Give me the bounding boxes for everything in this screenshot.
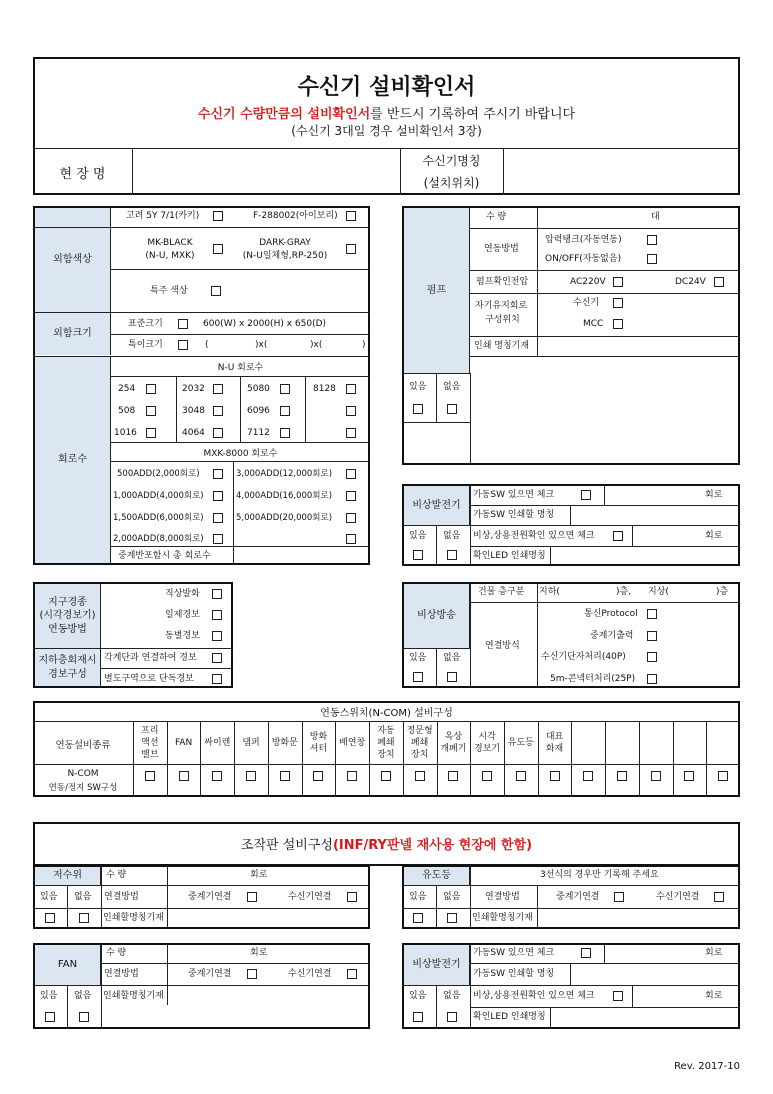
zone-label-2: (시각경보기) bbox=[39, 610, 96, 622]
ncom-item-label: 정문형 폐쇄 장치 bbox=[406, 726, 433, 760]
mxk-3000: 3,000ADD(12,000회로) bbox=[236, 469, 333, 479]
nu-8128: 8128 bbox=[313, 384, 336, 394]
revision: Rev. 2017-10 bbox=[674, 1061, 740, 1072]
emg-yes-label: 있음 bbox=[409, 531, 427, 541]
ncom-item-label: 싸이렌 bbox=[204, 738, 231, 748]
special-color-label: 특주 색상 bbox=[150, 286, 188, 296]
nu-5080-checkbox[interactable] bbox=[280, 384, 290, 394]
mxk-4000: 4,000ADD(16,000회로) bbox=[236, 491, 333, 501]
bc-m2: 중계기출력 bbox=[590, 631, 634, 641]
fan-recv: 수신기연결 bbox=[288, 969, 332, 979]
bc-no-checkbox[interactable] bbox=[447, 672, 457, 682]
pump-dc24-checkbox[interactable] bbox=[714, 277, 724, 287]
sp-paren-2: )x( bbox=[255, 340, 268, 350]
nu-2032-checkbox[interactable] bbox=[213, 384, 223, 394]
ncom-item-label: 프리 액션 밸브 bbox=[141, 726, 159, 760]
pump-link-onoff-checkbox[interactable] bbox=[647, 254, 657, 264]
pe-yes-checkbox[interactable] bbox=[413, 1012, 423, 1022]
exterior-color-label: 외함색상 bbox=[35, 208, 111, 312]
bc-m3: 수신기단자처리(40P) bbox=[541, 652, 626, 662]
notice-red: 수신기 수량만큼의 설비확인서 bbox=[197, 107, 371, 122]
ncom-title: 연동스위치(N-COM) 설비구성 bbox=[320, 708, 453, 719]
receiver-name-label: 수신기명칭 bbox=[422, 154, 481, 168]
nu-1016: 1016 bbox=[114, 428, 137, 438]
std-size-dim: 600(W) x 2000(H) x 650(D) bbox=[203, 319, 327, 329]
pump-ac220-checkbox[interactable] bbox=[613, 277, 623, 287]
pump-self-label: 자기유지회로 bbox=[475, 301, 528, 311]
nu-254-checkbox[interactable] bbox=[146, 384, 156, 394]
special-size-label: 특이크기 bbox=[128, 340, 163, 350]
mxk-blank-checkbox[interactable] bbox=[346, 534, 356, 544]
bc-m4: 5m-콘넥터처리(25P) bbox=[550, 674, 636, 684]
mxk-2000-checkbox[interactable] bbox=[213, 534, 223, 544]
fan-yes-checkbox[interactable] bbox=[45, 1012, 55, 1022]
color-ivory-label: F-288002(아이보리) bbox=[253, 211, 338, 221]
pump-voltage-label: 펌프확인전압 bbox=[476, 277, 529, 287]
pump-self-mcc: MCC bbox=[583, 319, 604, 329]
nu-title: N-U 회로수 bbox=[217, 363, 264, 373]
bc-under2: )층, bbox=[616, 587, 632, 597]
ncom-item-checkbox[interactable] bbox=[313, 771, 323, 781]
bc-yes-label: 있음 bbox=[409, 653, 427, 663]
zone-opt3-checkbox[interactable] bbox=[212, 631, 222, 641]
zone-r1-checkbox[interactable] bbox=[212, 653, 222, 663]
pe-unit-1: 회로 bbox=[705, 948, 723, 958]
ncom-item-label: 배연창 bbox=[339, 738, 366, 748]
guide-relay-checkbox[interactable] bbox=[614, 892, 624, 902]
emg-sw-checkbox[interactable] bbox=[581, 490, 591, 500]
pump-print-label: 인쇄 명칭기재 bbox=[474, 341, 530, 351]
pe-no-checkbox[interactable] bbox=[447, 1012, 457, 1022]
panel-title-a: 조작판 설비구성 bbox=[240, 838, 333, 853]
mxk-5000: 5,000ADD(20,000회로) bbox=[236, 513, 333, 523]
pump-link-auto-checkbox[interactable] bbox=[647, 235, 657, 245]
bc-m3-checkbox[interactable] bbox=[647, 652, 657, 662]
nu-4064-checkbox[interactable] bbox=[213, 428, 223, 438]
ncom-item-label: 시각 경보기 bbox=[474, 732, 501, 754]
fan-qty: 수 량 bbox=[106, 948, 127, 958]
pe-led: 확인LED 인쇄명칭 bbox=[473, 1012, 546, 1022]
fan-yes: 있음 bbox=[40, 991, 58, 1001]
zone-label-1: 지구경종 bbox=[48, 596, 87, 608]
guide-note: 3선식의 경우만 기록해 주세요 bbox=[540, 870, 659, 880]
emg-no-checkbox[interactable] bbox=[447, 550, 457, 560]
water-method: 연결방법 bbox=[104, 892, 139, 902]
bc-no-label: 없음 bbox=[443, 653, 461, 663]
pump-qty-unit: 대 bbox=[651, 212, 660, 222]
nu-254: 254 bbox=[118, 384, 136, 394]
guide-recv: 수신기연결 bbox=[656, 892, 700, 902]
nu-508: 508 bbox=[118, 406, 136, 416]
ncom-item-label: 대표 화재 bbox=[545, 732, 564, 754]
bc-m1-checkbox[interactable] bbox=[647, 609, 657, 619]
zone-opt2: 일제경보 bbox=[165, 610, 200, 620]
ncom-item-checkbox[interactable] bbox=[280, 771, 290, 781]
ncom-item-checkbox[interactable] bbox=[684, 771, 694, 781]
pump-yes-label: 있음 bbox=[409, 382, 427, 392]
emg-power-label: 비상발전기 bbox=[404, 486, 470, 525]
color-khaki-label: 고려 5Y 7/1(카키) bbox=[126, 211, 200, 221]
nu-508-checkbox[interactable] bbox=[146, 406, 156, 416]
pump-self-mcc-checkbox[interactable] bbox=[613, 319, 623, 329]
pump-qty-label: 수 량 bbox=[486, 212, 507, 222]
mxk-4000-checkbox[interactable] bbox=[346, 491, 356, 501]
circuit-label: 회로수 bbox=[35, 356, 111, 563]
guide-no-checkbox[interactable] bbox=[447, 913, 457, 923]
pump-print-input[interactable] bbox=[538, 338, 738, 355]
color-gray-checkbox[interactable] bbox=[346, 244, 356, 254]
nu-6096-checkbox[interactable] bbox=[280, 406, 290, 416]
bc-floor-label: 건물 층구분 bbox=[478, 587, 525, 597]
ncom-item-label: 자동 폐쇄 장치 bbox=[377, 726, 395, 760]
color-gray-sub: (N-U일체형,RP-250) bbox=[242, 251, 328, 261]
bc-yes-checkbox[interactable] bbox=[413, 672, 423, 682]
zone-rl-1: 지하층회재시 bbox=[38, 655, 97, 666]
color-black-sub: (N-U, MXK) bbox=[145, 251, 195, 261]
ncom-item-checkbox[interactable] bbox=[347, 771, 357, 781]
panel-emg-label: 비상발전기 bbox=[404, 945, 470, 985]
zone-label bbox=[35, 584, 101, 648]
color-black-checkbox[interactable] bbox=[213, 244, 223, 254]
ncom-row2-b: 연동/정지 SW구성 bbox=[48, 783, 118, 793]
page-title: 수신기 설비확인서 bbox=[297, 75, 476, 100]
ncom-item-label: 유도등 bbox=[507, 738, 534, 748]
zone-r1: 각계단과 연결하여 경보 bbox=[104, 653, 197, 663]
mxk-1000: 1,000ADD(4,000회로) bbox=[113, 491, 204, 501]
std-size-label: 표준크기 bbox=[128, 319, 163, 329]
pe-power-checkbox[interactable] bbox=[613, 991, 623, 1001]
special-size-checkbox[interactable] bbox=[178, 340, 188, 350]
mxk-3000-checkbox[interactable] bbox=[346, 469, 356, 479]
pump-link-label: 연동방법 bbox=[484, 244, 519, 254]
pump-link-auto: 압력탱크(자동연동) bbox=[545, 235, 622, 245]
nu-blank2-checkbox[interactable] bbox=[346, 428, 356, 438]
pump-yes-checkbox[interactable] bbox=[413, 404, 423, 414]
pump-link-onoff: ON/OFF(자동없음) bbox=[545, 254, 622, 264]
guide-yes-checkbox[interactable] bbox=[413, 913, 423, 923]
guide-relay: 중계기연결 bbox=[556, 892, 600, 902]
fan-no-checkbox[interactable] bbox=[79, 1012, 89, 1022]
ncom-item-checkbox[interactable] bbox=[516, 771, 526, 781]
bc-under: 지하( bbox=[539, 587, 560, 597]
emg-no-label: 없음 bbox=[443, 531, 461, 541]
ncom-item-label: 옥상 개폐기 bbox=[440, 732, 467, 754]
fan-recv-checkbox[interactable] bbox=[347, 969, 357, 979]
emg-unit-2: 회로 bbox=[705, 531, 723, 541]
ncom-row-label: 연동설비종류 bbox=[55, 740, 111, 751]
fan-label: FAN bbox=[35, 945, 101, 985]
mxk-1500-checkbox[interactable] bbox=[213, 513, 223, 523]
zone-opt1-checkbox[interactable] bbox=[212, 589, 222, 599]
emg-led-label: 확인LED 인쇄명칭 bbox=[473, 551, 546, 561]
guide-yes: 있음 bbox=[409, 892, 427, 902]
nu-2032: 2032 bbox=[182, 384, 205, 394]
nu-1016-checkbox[interactable] bbox=[146, 428, 156, 438]
water-yes: 있음 bbox=[40, 892, 58, 902]
special-color-checkbox[interactable] bbox=[211, 286, 221, 296]
water-yes-checkbox[interactable] bbox=[45, 913, 55, 923]
panel-title bbox=[33, 834, 740, 853]
emg-power-check-checkbox[interactable] bbox=[613, 531, 623, 541]
pump-no-label: 없음 bbox=[443, 382, 461, 392]
nu-7112: 7112 bbox=[247, 428, 270, 438]
bc-m1: 통신Protocol bbox=[584, 609, 638, 619]
pump-self-recv-checkbox[interactable] bbox=[613, 298, 623, 308]
mxk-title: MXK-8000 회로수 bbox=[203, 449, 278, 459]
mxk-1000-checkbox[interactable] bbox=[213, 491, 223, 501]
pump-no-checkbox[interactable] bbox=[447, 404, 457, 414]
pump-ac220: AC220V bbox=[570, 277, 606, 287]
sp-paren-4: ) bbox=[362, 340, 366, 350]
pe-sw-checkbox[interactable] bbox=[581, 948, 591, 958]
broadcast-label: 비상방송 bbox=[404, 584, 470, 648]
pe-no: 없음 bbox=[443, 991, 461, 1001]
mxk-1500: 1,500ADD(6,000회로) bbox=[113, 513, 204, 523]
water-unit: 회로 bbox=[250, 870, 268, 880]
ncom-item-checkbox[interactable] bbox=[617, 771, 627, 781]
pe-yes: 있음 bbox=[409, 991, 427, 1001]
std-size-checkbox[interactable] bbox=[178, 319, 188, 329]
pump-dc24: DC24V bbox=[675, 277, 706, 287]
pump-self-recv: 수신기 bbox=[573, 298, 600, 308]
bc-method-label: 연결방식 bbox=[485, 641, 520, 651]
nu-6096: 6096 bbox=[247, 406, 270, 416]
pump-label: 펌프 bbox=[404, 208, 470, 373]
zone-opt2-checkbox[interactable] bbox=[212, 610, 222, 620]
sp-paren-1: ( bbox=[205, 340, 209, 350]
ncom-item-checkbox[interactable] bbox=[550, 771, 560, 781]
guide-method: 연결방법 bbox=[485, 892, 520, 902]
fan-method: 연결방법 bbox=[104, 969, 139, 979]
notice-line bbox=[33, 103, 740, 122]
ncom-item-checkbox[interactable] bbox=[381, 771, 391, 781]
exterior-size-label: 외함크기 bbox=[35, 313, 111, 355]
water-no: 없음 bbox=[74, 892, 92, 902]
zone-opt3: 동별경보 bbox=[165, 631, 200, 641]
mxk-5000-checkbox[interactable] bbox=[346, 513, 356, 523]
zone-r2-checkbox[interactable] bbox=[212, 674, 222, 684]
bc-above: 지상( bbox=[648, 587, 669, 597]
site-name-label: 현 장 명 bbox=[59, 167, 106, 182]
mxk-2000: 2,000ADD(8,000회로) bbox=[113, 534, 204, 544]
nu-3048: 3048 bbox=[182, 406, 205, 416]
nu-7112-checkbox[interactable] bbox=[280, 428, 290, 438]
bc-above2: )층 bbox=[716, 587, 729, 597]
ncom-item-checkbox[interactable] bbox=[651, 771, 661, 781]
notice-rest: 를 반드시 기록하여 주시기 바랍니다 bbox=[370, 107, 576, 122]
ncom-item-label: 방화 셔터 bbox=[309, 732, 328, 754]
pe-sw: 가동SW 있으면 체크 bbox=[473, 948, 555, 958]
pe-sw-name: 가동SW 인쇄할 명칭 bbox=[473, 969, 555, 979]
relay-total-label: 중계반포함시 총 회로수 bbox=[118, 551, 211, 561]
notice-sub: (수신기 3대일 경우 설비확인서 3장) bbox=[291, 124, 482, 138]
pe-unit-2: 회로 bbox=[705, 991, 723, 1001]
color-khaki-checkbox[interactable] bbox=[213, 211, 223, 221]
mxk-500: 500ADD(2,000회로) bbox=[117, 469, 200, 479]
panel-title-b: (INF/RY판넬 재사용 현장에 한함) bbox=[332, 838, 533, 853]
guide-no: 없음 bbox=[443, 892, 461, 902]
zone-basement-label bbox=[35, 649, 101, 686]
color-ivory-checkbox[interactable] bbox=[346, 211, 356, 221]
mxk-500-checkbox[interactable] bbox=[213, 469, 223, 479]
nu-5080: 5080 bbox=[247, 384, 270, 394]
ncom-item-label: 댐퍼 bbox=[242, 738, 260, 748]
ncom-item-checkbox[interactable] bbox=[583, 771, 593, 781]
fan-relay-checkbox[interactable] bbox=[247, 969, 257, 979]
ncom-row2-a: N-COM bbox=[67, 769, 99, 779]
ncom-item-checkbox[interactable] bbox=[212, 771, 222, 781]
emg-sw-label: 가동SW 있으면 체크 bbox=[473, 490, 555, 500]
receiver-location-label: (설치위치) bbox=[423, 176, 480, 190]
water-recv-checkbox[interactable] bbox=[347, 892, 357, 902]
color-black-label: MK-BLACK bbox=[147, 238, 193, 248]
bc-m4-checkbox[interactable] bbox=[647, 674, 657, 684]
zone-label-3: 연동방법 bbox=[48, 623, 87, 635]
ncom-item-label: FAN bbox=[174, 738, 193, 748]
ncom-item-checkbox[interactable] bbox=[179, 771, 189, 781]
emg-power-check-label: 비상,상용전원확인 있으면 체크 bbox=[473, 531, 595, 541]
site-name-input[interactable] bbox=[134, 150, 398, 193]
fan-no: 없음 bbox=[74, 991, 92, 1001]
zone-r2: 별도구역으로 단독경보 bbox=[104, 674, 194, 684]
ncom-item-checkbox[interactable] bbox=[718, 771, 728, 781]
nu-3048-checkbox[interactable] bbox=[213, 406, 223, 416]
ncom-item-checkbox[interactable] bbox=[145, 771, 155, 781]
zone-opt1: 직상발화 bbox=[165, 589, 200, 599]
fan-print: 인쇄할명칭기재 bbox=[103, 991, 164, 1001]
water-relay-checkbox[interactable] bbox=[247, 892, 257, 902]
ncom-item-checkbox[interactable] bbox=[448, 771, 458, 781]
emg-yes-checkbox[interactable] bbox=[413, 550, 423, 560]
ncom-item-label: 방화문 bbox=[271, 738, 298, 748]
water-print: 인쇄할명칭기재 bbox=[103, 913, 164, 923]
guide-recv-checkbox[interactable] bbox=[714, 892, 724, 902]
water-label: 저수위 bbox=[35, 867, 101, 885]
fan-unit: 회로 bbox=[250, 948, 268, 958]
ncom-item-checkbox[interactable] bbox=[415, 771, 425, 781]
ncom-item-checkbox[interactable] bbox=[482, 771, 492, 781]
water-qty: 수 량 bbox=[106, 870, 127, 880]
zone-rl-2: 경보구성 bbox=[48, 668, 87, 680]
guide-label: 유도등 bbox=[404, 867, 470, 885]
water-relay: 중계기연결 bbox=[188, 892, 232, 902]
emg-sw-name-label: 가동SW 인쇄할 명칭 bbox=[473, 510, 555, 520]
water-recv: 수신기연결 bbox=[288, 892, 332, 902]
pump-self-label2: 구성위치 bbox=[485, 315, 520, 325]
nu-8128-checkbox[interactable] bbox=[346, 384, 356, 394]
sp-paren-3: )x( bbox=[310, 340, 323, 350]
ncom-item-checkbox[interactable] bbox=[246, 771, 256, 781]
nu-4064: 4064 bbox=[182, 428, 205, 438]
water-no-checkbox[interactable] bbox=[79, 913, 89, 923]
guide-print: 인쇄할명칭기재 bbox=[472, 913, 533, 923]
nu-blank1-checkbox[interactable] bbox=[346, 406, 356, 416]
receiver-name-input[interactable] bbox=[505, 150, 738, 193]
fan-relay: 중계기연결 bbox=[188, 969, 232, 979]
pe-power: 비상,상용전원확인 있으면 체크 bbox=[473, 991, 595, 1001]
bc-m2-checkbox[interactable] bbox=[647, 631, 657, 641]
color-gray-label: DARK-GRAY bbox=[259, 238, 311, 248]
emg-unit-1: 회로 bbox=[705, 490, 723, 500]
